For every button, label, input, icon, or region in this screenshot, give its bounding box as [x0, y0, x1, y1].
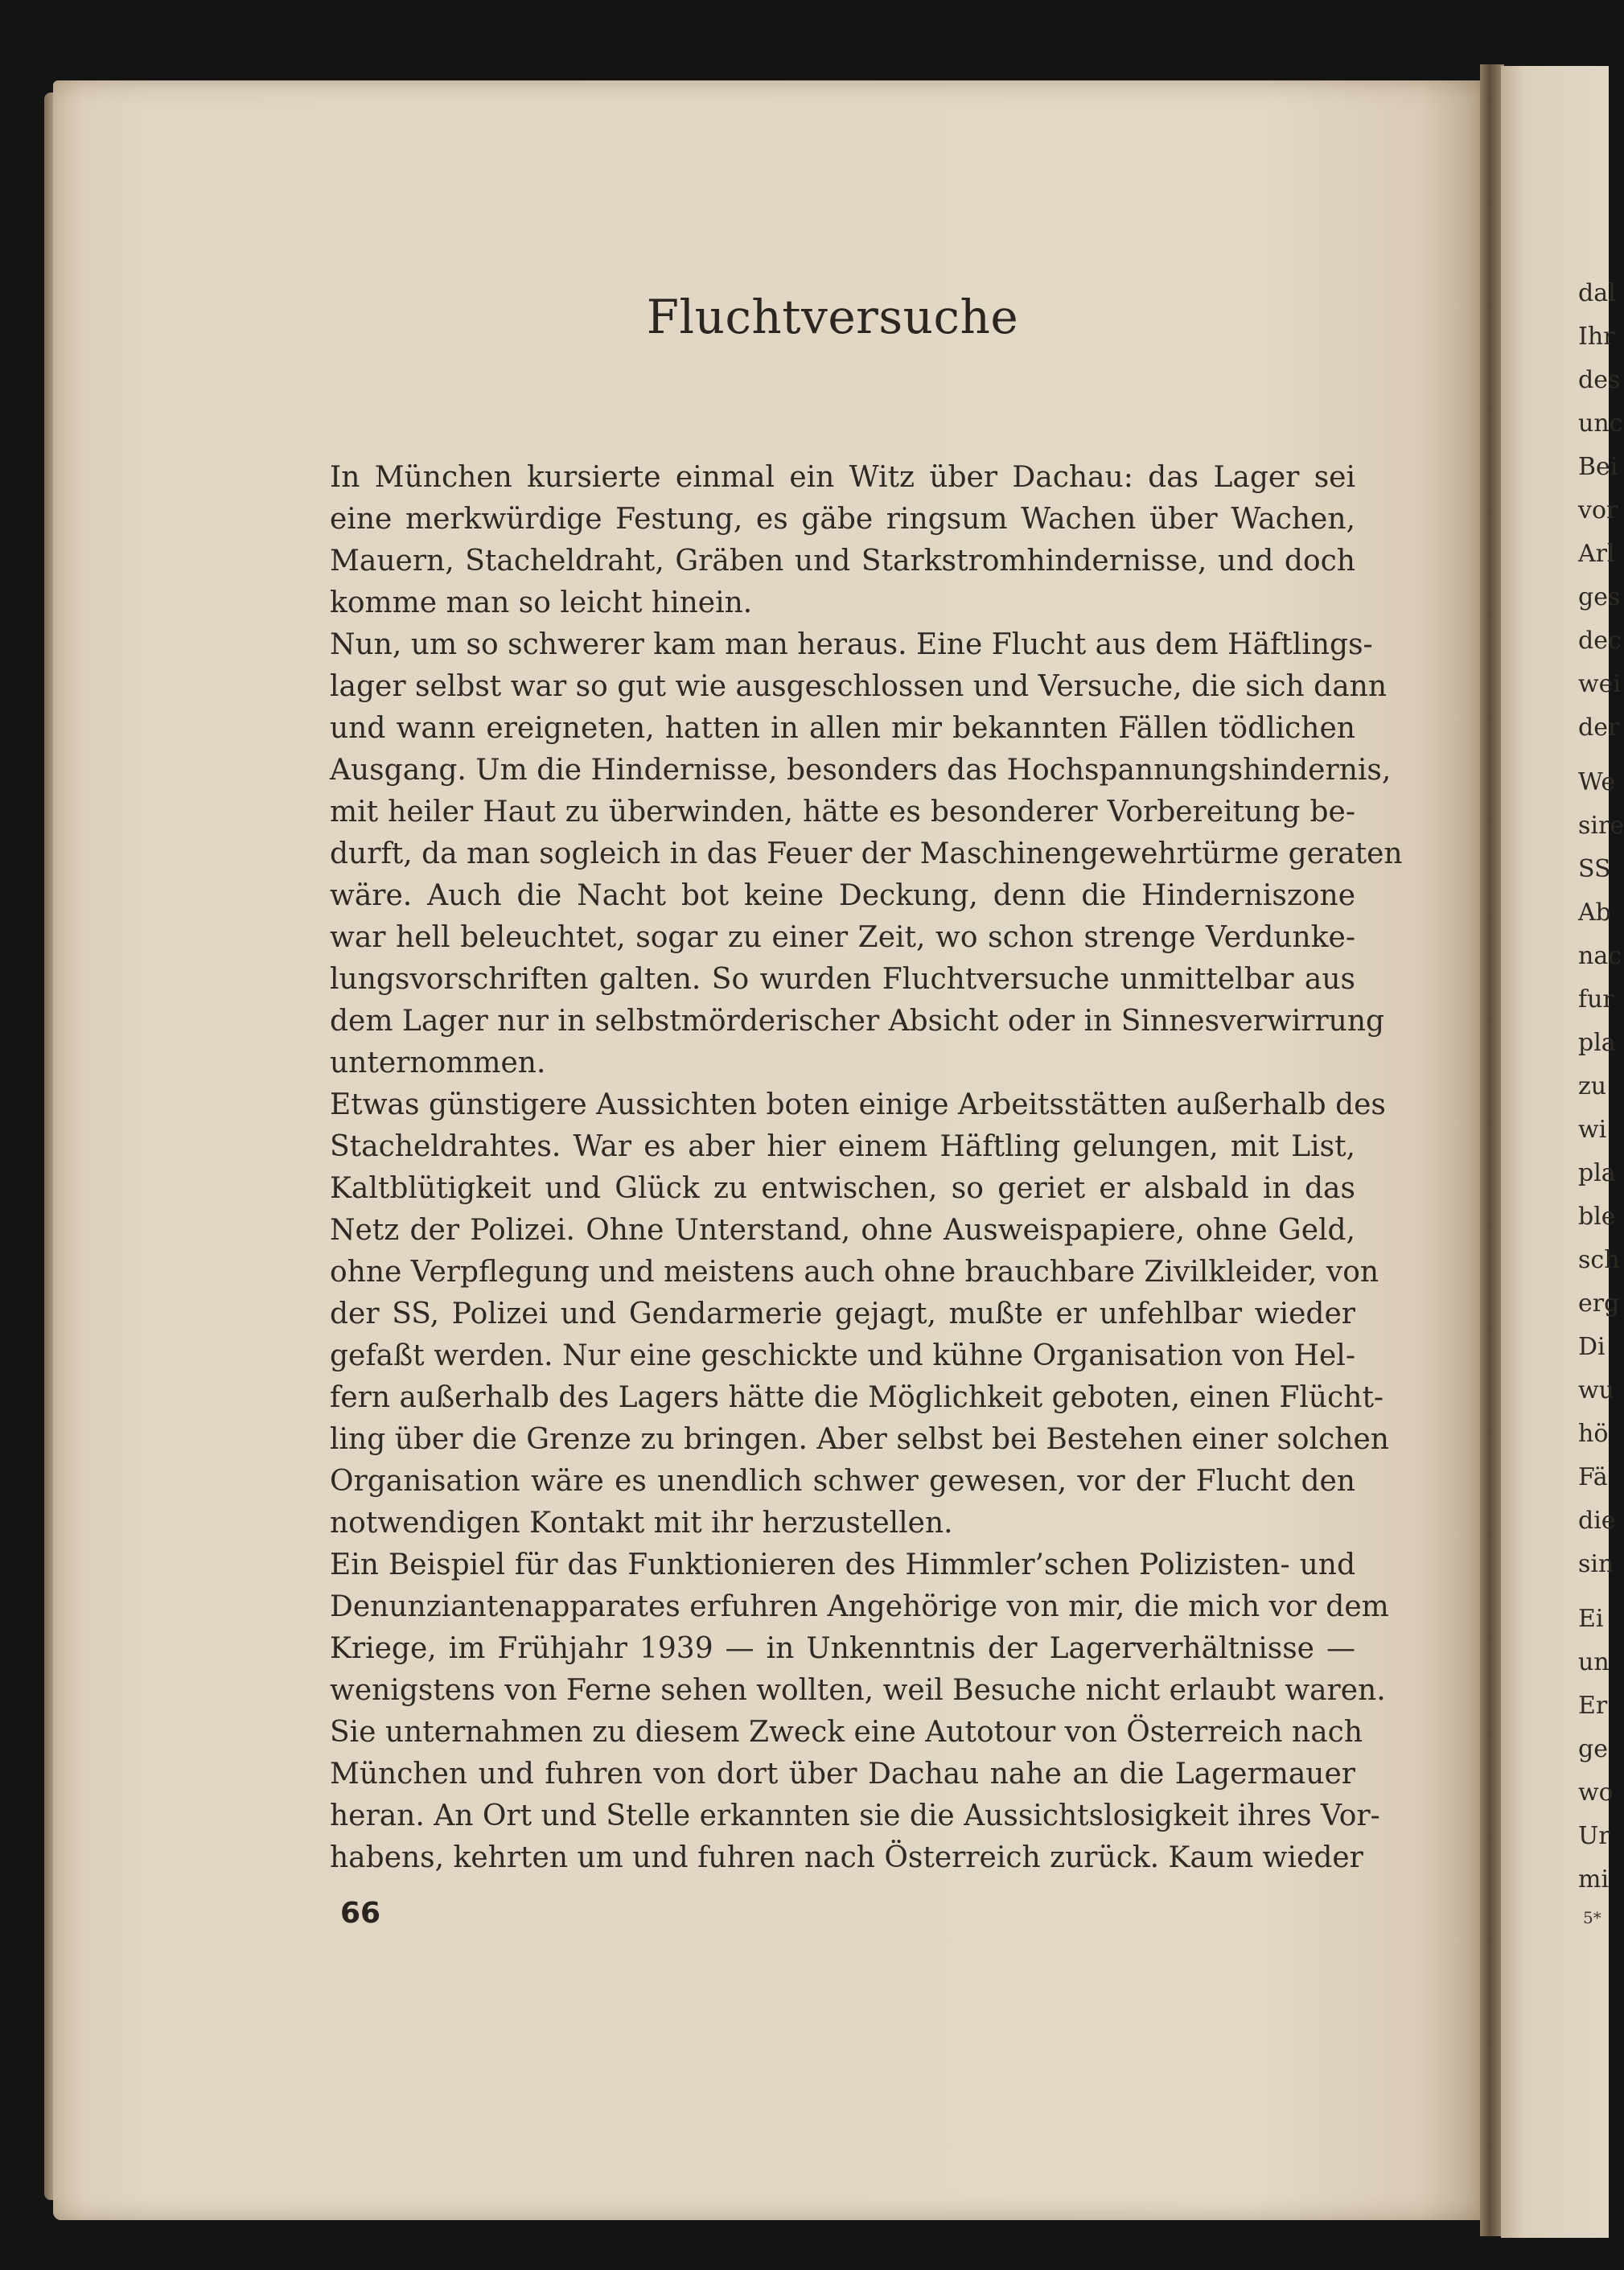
- facing-page-fragment: unc: [1578, 409, 1623, 438]
- facing-page-fragment: We: [1578, 768, 1616, 796]
- text-line: ohne Verpflegung und meistens auch ohne brauchbare Zivilkleider, von: [330, 1256, 1379, 1289]
- text-line: Kriege, im Frühjahr 1939 — in Unkenntnis der Lagerverhältnisse —: [330, 1632, 1355, 1665]
- facing-page-fragment: Arl: [1578, 540, 1615, 568]
- text-line: Organisation wäre es unendlich schwer gewesen, vor der Flucht den: [330, 1465, 1355, 1498]
- facing-page-fragment: Ur: [1578, 1822, 1610, 1850]
- facing-page-fragment: fur: [1578, 985, 1614, 1014]
- text-line: fern außerhalb des Lagers hätte die Möglichkeit geboten, einen Flücht-: [330, 1381, 1384, 1414]
- text-line: heran. An Ort und Stelle erkannten sie die Aussichtslosigkeit ihres Vor-: [330, 1799, 1380, 1832]
- facing-page-fragment: Er: [1578, 1692, 1608, 1720]
- text-line: In München kursierte einmal ein Witz über Dachau: das Lager sei: [330, 461, 1355, 494]
- facing-page-fragment: der: [1578, 713, 1620, 742]
- facing-page-signature-mark: 5*: [1583, 1908, 1601, 1927]
- text-line: lungsvorschriften galten. So wurden Fluchtversuche unmittelbar aus: [330, 963, 1355, 996]
- facing-page-fragment: Bei: [1578, 453, 1618, 481]
- text-line: Sie unternahmen zu diesem Zweck eine Autotour von Österreich nach: [330, 1716, 1363, 1749]
- text-line: komme man so leicht hinein.: [330, 586, 753, 619]
- facing-page-fragment: hö: [1578, 1420, 1609, 1448]
- page-number: 66: [340, 1897, 381, 1930]
- facing-page-fragment: un: [1578, 1648, 1610, 1676]
- facing-page-fragment: dec: [1578, 627, 1622, 655]
- facing-page-fragment: erg: [1578, 1289, 1620, 1318]
- facing-page-fragment: SS: [1578, 855, 1611, 883]
- facing-page-fragment: wu: [1578, 1376, 1614, 1404]
- facing-page-fragment: ge: [1578, 1735, 1608, 1763]
- facing-page-fragment: pla: [1578, 1029, 1616, 1057]
- text-line: dem Lager nur in selbstmörderischer Absicht oder in Sinnesverwirrung: [330, 1005, 1385, 1038]
- text-line: der SS, Polizei und Gendarmerie gejagt, mußte er unfehlbar wieder: [330, 1297, 1355, 1330]
- text-line: wäre. Auch die Nacht bot keine Deckung, denn die Hinderniszone: [330, 879, 1355, 912]
- text-line: Ein Beispiel für das Funktionieren des Himmler’schen Polizisten- und: [330, 1548, 1355, 1581]
- text-line: Nun, um so schwerer kam man heraus. Eine Flucht aus dem Häftlings-: [330, 628, 1373, 661]
- facing-page-fragment: vor: [1578, 496, 1618, 524]
- facing-page-fragment: dal: [1578, 279, 1616, 307]
- facing-page-fragment: Ihr: [1578, 323, 1615, 351]
- facing-page-fragment: Di: [1578, 1333, 1605, 1361]
- body-text: [330, 457, 1403, 1879]
- text-line: Ausgang. Um die Hindernisse, besonders das Hochspannungshindernis,: [330, 754, 1392, 787]
- text-line: durft, da man sogleich in das Feuer der Maschinengewehrtürme geraten: [330, 837, 1403, 870]
- text-line: war hell beleuchtet, sogar zu einer Zeit, wo schon strenge Verdunke-: [330, 921, 1355, 954]
- text-line: Etwas günstigere Aussichten boten einige Arbeitsstätten außerhalb des: [330, 1088, 1386, 1121]
- text-line: wenigstens von Ferne sehen wollten, weil Besuche nicht erlaubt waren.: [330, 1674, 1386, 1707]
- text-line: habens, kehrten um und fuhren nach Österreich zurück. Kaum wieder: [330, 1841, 1363, 1874]
- facing-page-fragment: die: [1578, 1507, 1616, 1535]
- text-line: München und fuhren von dort über Dachau nahe an die Lagermauer: [330, 1758, 1355, 1791]
- facing-page-fragment: ble: [1578, 1203, 1616, 1231]
- text-line: lager selbst war so gut wie ausgeschlossen und Versuche, die sich dann: [330, 670, 1388, 703]
- facing-page-fragment: wi: [1578, 1116, 1607, 1144]
- facing-page-fragment: Fä: [1578, 1463, 1608, 1491]
- facing-page-fragment: sin: [1578, 1550, 1614, 1578]
- facing-page-fragment: Ei: [1578, 1605, 1604, 1633]
- facing-page-fragment: sire: [1578, 812, 1624, 840]
- facing-page-fragment: mi: [1578, 1865, 1610, 1894]
- text-line: Denunziantenapparates erfuhren Angehörige von mir, die mich vor dem: [330, 1590, 1389, 1623]
- text-line: eine merkwürdige Festung, es gäbe ringsum Wachen über Wachen,: [330, 503, 1355, 536]
- text-line: unternommen.: [330, 1047, 546, 1079]
- text-line: Stacheldrahtes. War es aber hier einem Häftling gelungen, mit List,: [330, 1130, 1355, 1163]
- text-line: notwendigen Kontakt mit ihr herzustellen.: [330, 1507, 953, 1540]
- text-line: ling über die Grenze zu bringen. Aber selbst bei Bestehen einer solchen: [330, 1423, 1389, 1456]
- text-line: gefaßt werden. Nur eine geschickte und kühne Organisation von Hel-: [330, 1339, 1355, 1372]
- text-line: Kaltblütigkeit und Glück zu entwischen, so geriet er alsbald in das: [330, 1172, 1355, 1205]
- facing-page-text-fragments: [1578, 272, 1624, 1902]
- facing-page-fragment: zu: [1578, 1072, 1607, 1100]
- text-line: Mauern, Stacheldraht, Gräben und Starkstromhindernisse, und doch: [330, 545, 1355, 578]
- text-line: mit heiler Haut zu überwinden, hätte es besonderer Vorbereitung be-: [330, 796, 1355, 829]
- facing-page-fragment: wei: [1578, 670, 1622, 698]
- facing-page-fragment: nac: [1578, 942, 1622, 970]
- facing-page-fragment: pla: [1578, 1159, 1616, 1187]
- facing-page-fragment: des: [1578, 366, 1621, 394]
- facing-page-fragment: sch: [1578, 1246, 1620, 1274]
- facing-page-fragment: wo: [1578, 1779, 1614, 1807]
- text-line: und wann ereigneten, hatten in allen mir bekannten Fällen tödlichen: [330, 712, 1355, 745]
- text-line: Netz der Polizei. Ohne Unterstand, ohne Ausweispapiere, ohne Geld,: [330, 1214, 1355, 1247]
- facing-page-fragment: Ab: [1578, 899, 1611, 927]
- facing-page-fragment: ges: [1578, 583, 1621, 611]
- chapter-title: Fluchtversuche: [646, 290, 1019, 344]
